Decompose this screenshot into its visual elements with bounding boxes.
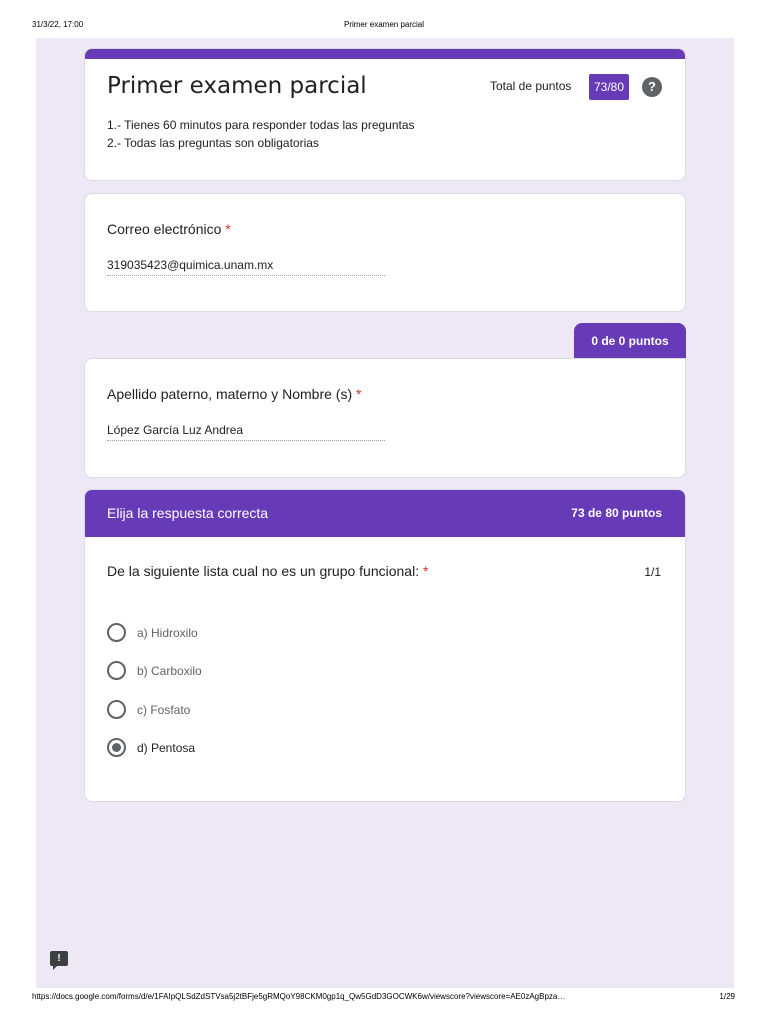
radio-unchecked-icon[interactable] <box>107 700 126 719</box>
name-question-label <box>107 386 361 402</box>
section-header <box>85 490 685 537</box>
required-mark: * <box>225 221 231 237</box>
section-points: 73 de 80 puntos <box>571 506 662 520</box>
description-line: 1.- Tienes 60 minutos para responder todas las preguntas <box>107 118 415 132</box>
section-title: Elija la respuesta correcta <box>107 505 269 521</box>
radio-unchecked-icon[interactable] <box>107 623 126 642</box>
page-url: https://docs.google.com/forms/d/e/1FAIpQLSdZdSTVsa5j2tBFje5gRMQoY98CKM0gp1q_Qw5GdD3GOCWK6w/viewscore?viewscore=AE0zAgBpza… <box>32 992 566 1001</box>
form-title: Primer examen parcial <box>107 73 367 99</box>
required-mark: * <box>356 386 362 402</box>
section-card <box>84 489 686 802</box>
name-answer: López García Luz Andrea <box>107 423 385 441</box>
help-circle-icon[interactable]: ? <box>642 77 662 97</box>
print-title: Primer examen parcial <box>343 20 425 29</box>
report-feedback-icon[interactable]: ! <box>50 951 68 966</box>
accent-bar <box>85 49 685 59</box>
print-datetime: 31/3/22, 17:00 <box>32 20 84 29</box>
option-label: c) Fosfato <box>137 703 191 717</box>
form-description <box>107 116 415 152</box>
name-question-card <box>84 358 686 478</box>
email-label-text: Correo electrónico <box>107 221 222 237</box>
email-question-card <box>84 193 686 312</box>
total-points-label: Total de puntos <box>490 79 572 93</box>
total-score-badge: 73/80 <box>589 74 629 100</box>
form-header-card <box>84 48 686 181</box>
email-label <box>107 221 231 237</box>
question-text: De la siguiente lista cual no es un grupo funcional: <box>107 563 420 579</box>
question-label <box>107 563 428 579</box>
name-label-text: Apellido paterno, materno y Nombre (s) <box>107 386 353 402</box>
required-mark: * <box>422 563 429 579</box>
print-header <box>0 0 768 38</box>
radio-checked-icon[interactable] <box>107 738 126 757</box>
email-answer: 319035423@quimica.unam.mx <box>107 258 385 276</box>
description-line: 2.- Todas las preguntas son obligatorias <box>107 136 319 150</box>
option-label: a) Hidroxilo <box>137 626 198 640</box>
question-points-tab: 0 de 0 puntos <box>574 323 686 359</box>
question-score: 1/1 <box>644 565 661 579</box>
page-number: 1/29 <box>719 992 735 1001</box>
option-label: d) Pentosa <box>137 741 196 755</box>
option-label: b) Carboxilo <box>137 664 202 678</box>
radio-unchecked-icon[interactable] <box>107 661 126 680</box>
